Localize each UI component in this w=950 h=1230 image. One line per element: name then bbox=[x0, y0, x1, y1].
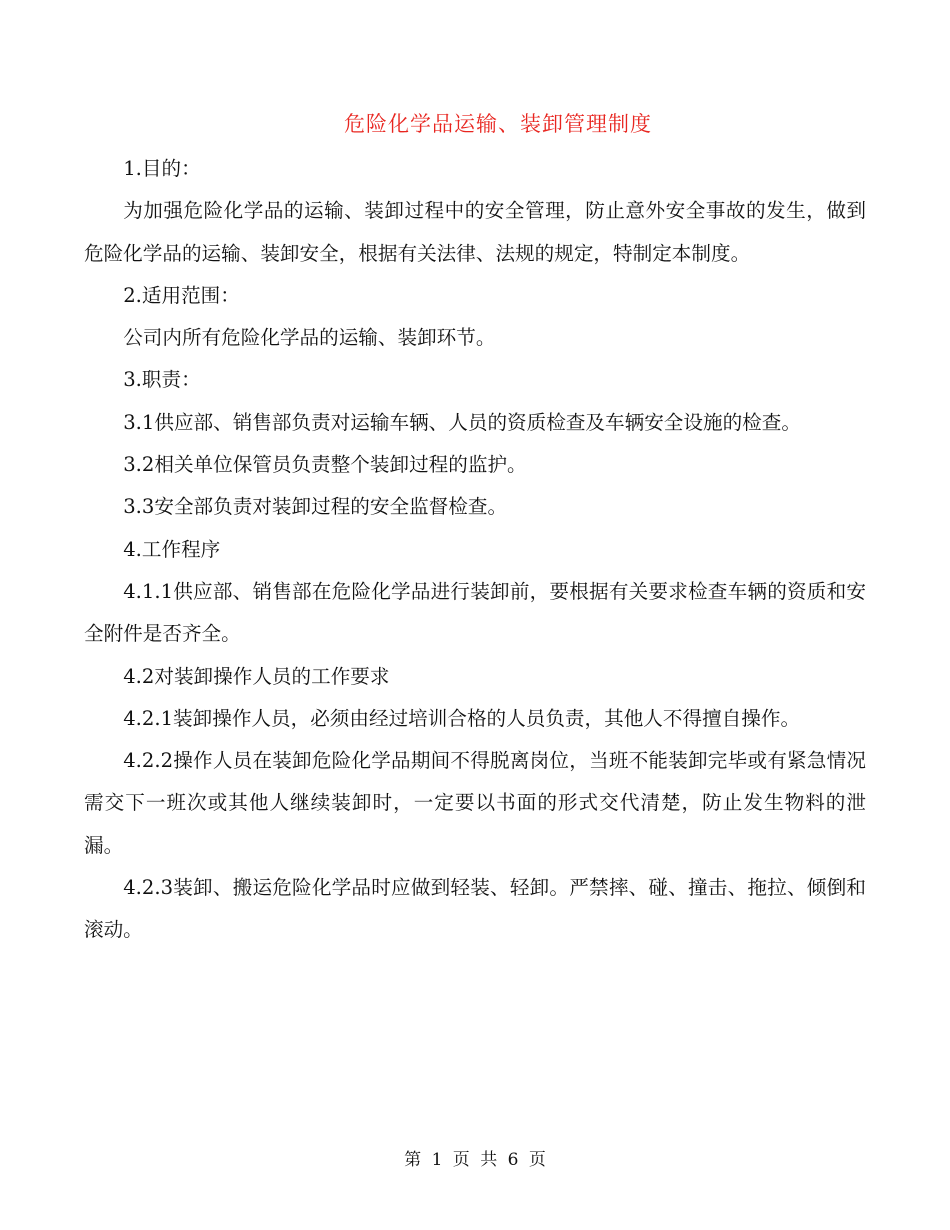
paragraph-scope: 公司内所有危险化学品的运输、装卸环节。 bbox=[123, 326, 496, 350]
document-body bbox=[84, 148, 866, 952]
paragraph-duty-3-1: 3.1供应部、销售部负责对运输车辆、人员的资质检查及车辆安全设施的检查。 bbox=[123, 410, 801, 434]
section-heading-procedure: 4.工作程序 bbox=[123, 537, 221, 561]
paragraph-procedure-4-2-3: 4.2.3装卸、搬运危险化学品时应做到轻装、轻卸。严禁摔、碰、撞击、拖拉、倾倒和滚动。 bbox=[84, 876, 866, 942]
subsection-heading-4-2: 4.2对装卸操作人员的工作要求 bbox=[123, 664, 390, 688]
paragraph-procedure-4-2-2: 4.2.2操作人员在装卸危险化学品期间不得脱离岗位，当班不能装卸完毕或有紧急情况需交下一班次或其他人继续装卸时，一定要以书面的形式交代清楚，防止发生物料的泄漏。 bbox=[84, 749, 866, 857]
paragraph-duty-3-2: 3.2相关单位保管员负责整个装卸过程的监护。 bbox=[123, 453, 527, 477]
paragraph-duty-3-3: 3.3安全部负责对装卸过程的安全监督检查。 bbox=[123, 495, 508, 519]
page-number-footer: 第 1 页 共 6 页 bbox=[404, 1150, 546, 1170]
section-heading-scope: 2.适用范围： bbox=[123, 283, 240, 307]
paragraph-procedure-4-2-1: 4.2.1装卸操作人员，必须由经过培训合格的人员负责，其他人不得擅自操作。 bbox=[123, 706, 801, 730]
section-heading-purpose: 1.目的： bbox=[123, 157, 201, 180]
section-heading-duties: 3.职责： bbox=[123, 368, 201, 392]
paragraph-purpose: 为加强危险化学品的运输、装卸过程中的安全管理，防止意外安全事故的发生，做到危险化学品的运输、装卸安全，根据有关法律、法规的规定，特制定本制度。 bbox=[84, 199, 866, 265]
document-title: 危险化学品运输、装卸管理制度 bbox=[344, 112, 652, 136]
paragraph-procedure-4-1-1: 4.1.1供应部、销售部在危险化学品进行装卸前，要根据有关要求检查车辆的资质和安全附件是否齐全。 bbox=[84, 579, 866, 646]
